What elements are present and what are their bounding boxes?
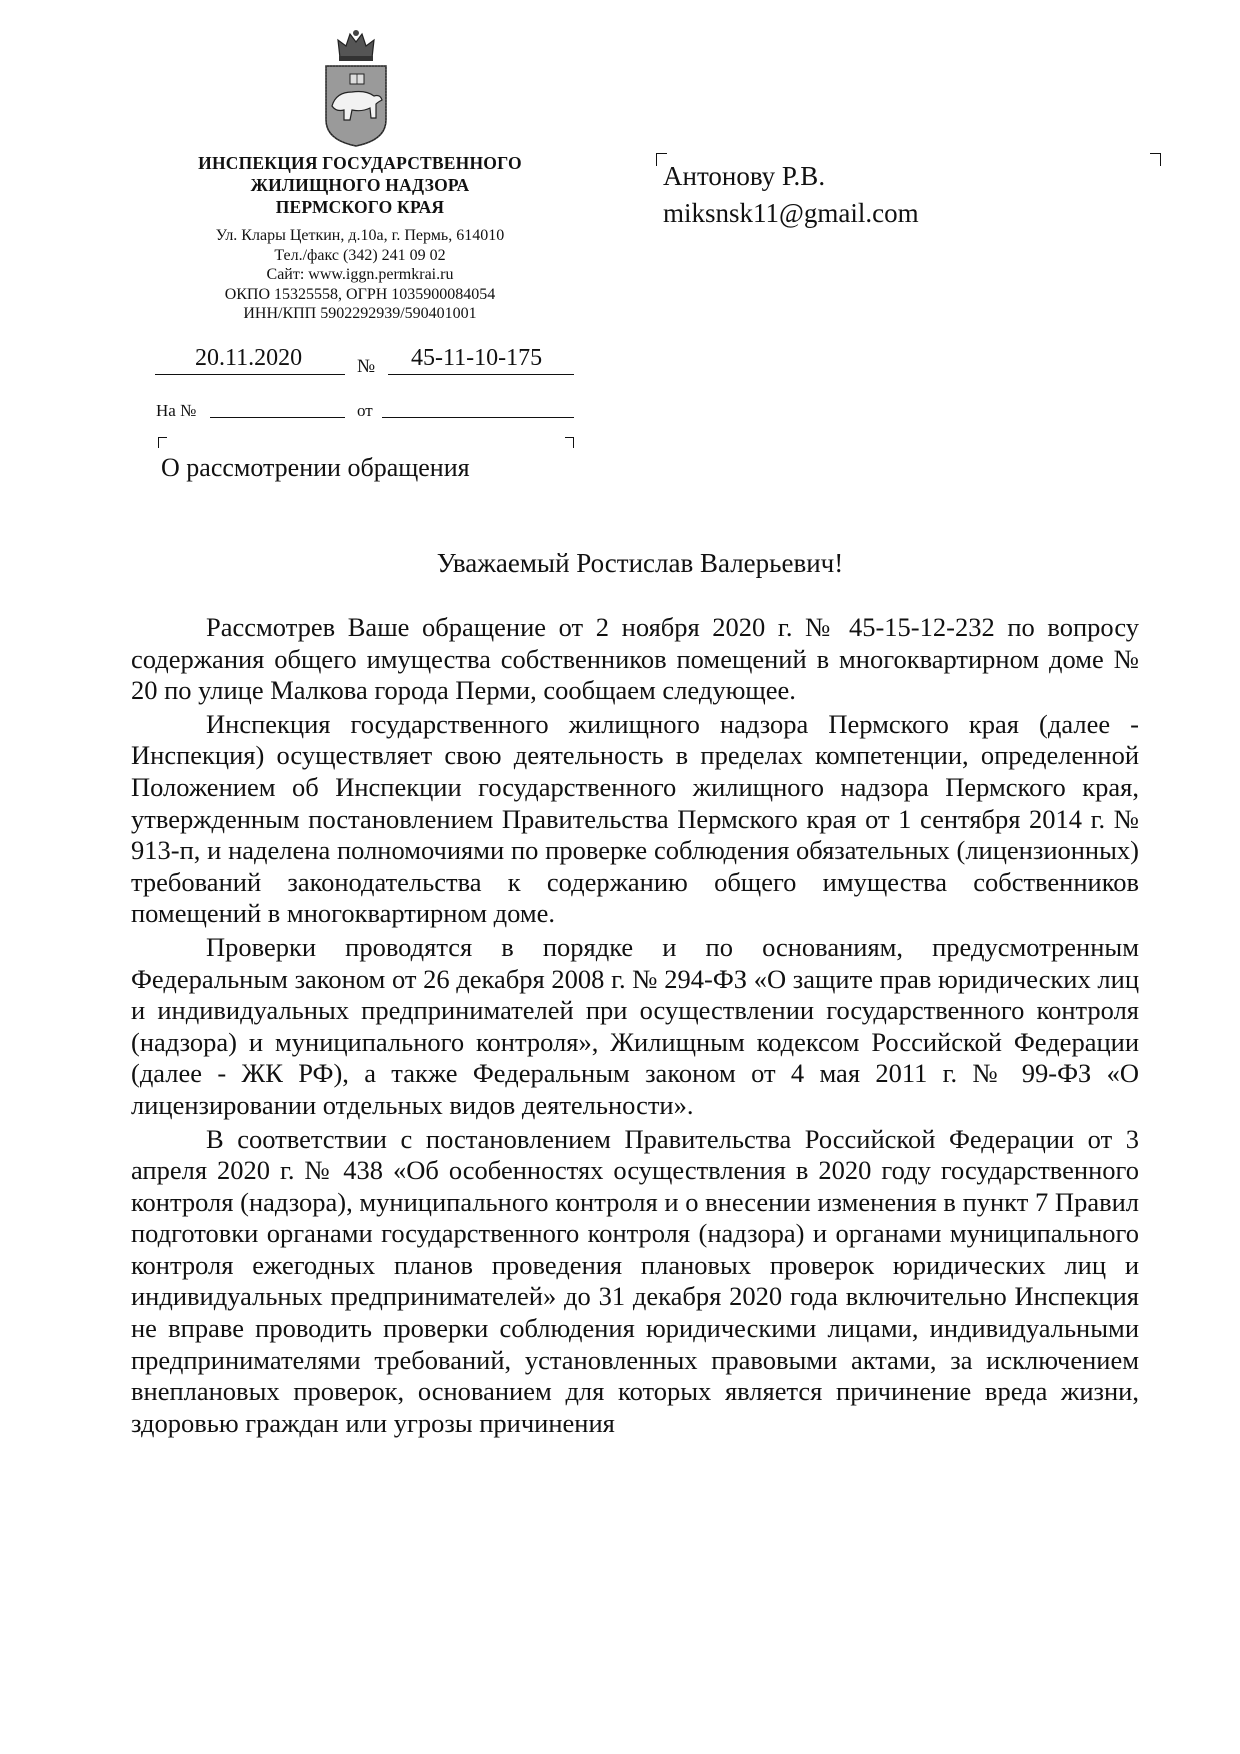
subject-corner-right	[565, 437, 574, 448]
inn-kpp-line: ИНН/КПП 5902292939/590401001	[243, 305, 477, 322]
phone-line: Тел./факс (342) 241 09 02	[274, 246, 446, 264]
ref-number-blank	[210, 417, 345, 418]
greeting: Уважаемый Ростислав Валерьевич!	[436, 548, 844, 578]
body-paragraph: Инспекция государственного жилищного надзора Пермского края (далее - Инспекция) осуществляет свою деятельность в пределах компетенции, определенной Положением об Инспекции государственного жилищного надзора Пермского края, утвержденным постановлением Правительства Пермского края от 1 сентября 2014 г. № 913-п, и наделена полномочиями по проверке соблюдения обязательных (лицензионных) требований законодательства к содержанию общего имущества собственников помещений в многоквартирном доме.	[131, 708, 1139, 929]
body-paragraph: Проверки проводятся в порядке и по основаниям, предусмотренным Федеральным законом от 26 декабря 2008 г. № 294-ФЗ «О защите прав юридических лиц и индивидуальных предпринимателей при осуществлении государственного контроля (надзора) и муниципального контроля», Жилищным кодексом Российской Федерации (далее - ЖК РФ), а также Федеральным законом от 4 мая 2011 г. № 99-ФЗ «О лицензировании отдельных видов деятельности».	[131, 931, 1139, 1120]
ref-number-label: На №	[156, 401, 197, 420]
recipient-name: Антонову Р.В.	[663, 161, 826, 191]
organization-name-line-1: ИНСПЕКЦИЯ ГОСУДАРСТВЕННОГО	[198, 153, 522, 173]
ref-date-blank	[382, 417, 574, 418]
registration-date: 20.11.2020	[195, 345, 303, 371]
body-paragraph: Рассмотрев Ваше обращение от 2 ноября 2020 г. № 45-15-12-232 по вопросу содержания общего имущества собственников помещений в многоквартирном доме № 20 по улице Малкова города Перми, сообщаем следующее.	[131, 612, 1139, 706]
number-sign: №	[357, 356, 376, 377]
okpo-ogrn-line: ОКПО 15325558, ОГРН 1035900084054	[224, 285, 496, 303]
organization-name-line-2: ЖИЛИЩНОГО НАДЗОРА	[250, 175, 470, 195]
letter-body	[131, 612, 1139, 1441]
registration-number: 45-11-10-175	[411, 345, 543, 371]
subject-corner-left	[158, 437, 167, 448]
address-line: Ул. Клары Цеткин, д.10а, г. Пермь, 614010	[215, 227, 505, 244]
letter-subject: О рассмотрении обращения	[161, 453, 470, 482]
number-underline	[388, 374, 574, 375]
organization-name-line-3: ПЕРМСКОГО КРАЯ	[275, 197, 445, 217]
ref-from-label: от	[357, 401, 373, 420]
coat-of-arms-emblem	[322, 28, 390, 148]
website-line: Сайт: www.iggn.permkrai.ru	[266, 266, 454, 283]
recipient-email: miksnsk11@gmail.com	[663, 198, 919, 228]
organization-address	[150, 226, 570, 324]
recipient-block	[663, 158, 919, 232]
date-underline	[155, 374, 345, 375]
recipient-corner-right	[1150, 153, 1161, 166]
organization-block	[150, 152, 570, 324]
body-paragraph: В соответствии с постановлением Правительства Российской Федерации от 3 апреля 2020 г. № 438 «Об особенностях осуществления в 2020 году государственного контроля (надзора), муниципального контроля и о внесении изменения в пункт 7 Правил подготовки органами государственного контроля (надзора) и органами муниципального контроля ежегодных планов проведения плановых проверок юридических лиц и индивидуальных предпринимателей» до 31 декабря 2020 года включительно Инспекция не вправе проводить проверки соблюдения юридическими лицами, индивидуальными предпринимателями требований, установленных правовыми актами, за исключением внеплановых проверок, основанием для которых является причинение вреда жизни, здоровью граждан или угрозы причинения	[131, 1123, 1139, 1438]
